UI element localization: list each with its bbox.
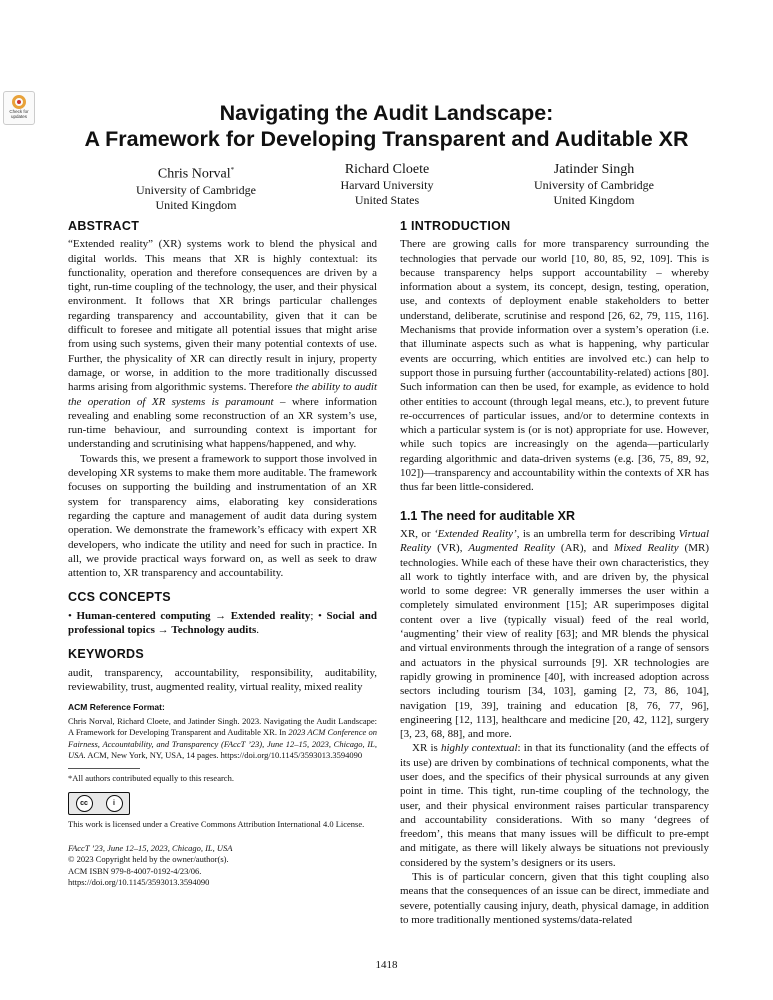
acm-reference-heading: ACM Reference Format: xyxy=(68,702,165,713)
pub-venue: FAccT ’23, June 12–15, 2023, Chicago, IL, USA xyxy=(68,842,233,853)
author-name: Jatinder Singh xyxy=(553,162,635,177)
author-affiliation: University of Cambridge xyxy=(534,178,654,192)
author-affiliation: Harvard University xyxy=(340,178,434,192)
author-country: United Kingdom xyxy=(155,197,237,212)
introduction-heading: 1 INTRODUCTION xyxy=(400,219,511,233)
ccs-section xyxy=(68,590,377,637)
cc-by-license-icon xyxy=(68,792,130,815)
need-paragraph-3: This is of particular concern, given that this tight coupling also means that the consequences of an issue can be direct, immediate and severe, potentially causing injury, death, physical damage, in addition to more traditionally mentioned systems/data-related xyxy=(400,871,709,926)
author-country: United Kingdom xyxy=(553,193,635,207)
ccs-heading: CCS CONCEPTS xyxy=(68,590,171,605)
badge-label: Check for updates xyxy=(9,109,29,119)
author-affiliation: University of Cambridge xyxy=(136,182,256,197)
subsection-heading: 1.1 The need for auditable XR xyxy=(400,508,576,523)
publication-info xyxy=(68,843,377,889)
need-paragraph-1: XR, or ‘Extended Reality’, is an umbrella term for describing Virtual Reality (VR), Augmented Reality (AR), and Mixed Reality (MR) technologies. While each of these have their own characteristics, they all work to tightly interface with, and are driven by, the physical world to some degree: VR generally immerses the user within a completely simulated environment [15]; AR superimposes digital content over a live (typically visual) feed of the real world, ‘augmenting’ their view of reality [63]; and MR blends the physical and virtual environments through the integration of a range of sensors and actuators in the physical surrounds [9]. XR technologies are rapidly growing in prominence [40], with increased adoption across sectors including tourism [34, 103], gaming [2, 73, 86, 104], navigation [19, 39], training and education [8, 76, 77, 96], engineering [12, 113], healthcare and medicine [20, 42, 112], surgery [3, 23, 68, 88], and more. xyxy=(400,527,710,741)
introduction-paragraph: There are growing calls for more transparency surrounding the technologies that pervade our world [10, 80, 85, 92, 109]. This is because transparency helps support accountability – whereby information about a system, its concept, design, testing, operation, use, and contexts of deployment enable stakeholders to better understand, deliberate, scrutinise and respond [26, 62, 79, 115, 116]. Mechanisms that provide information over a system’s operation (i.e. that illuminate aspects such as what is happening, why particular events are occurring, which entities are involved etc.) can help to support those in pursuing further (accountability-related) actions [80]. Such information can then be used, for example, as evidence to hold other entities to account (through legal means, etc.), to prevent future re-occurrences of particular issues, and/or to determine contexts in which a particular system is (or is not) appropriate for use. However, while such topics are increasingly on the agenda—particularly regarding algorithmic and data-driven systems (e.g. [36, 75, 89, 92, 102])—transparency and accountability within the contexts of XR has thus far been little-considered. xyxy=(400,238,709,494)
license-text: This work is licensed under a Creative Commons Attribution International 4.0 License. xyxy=(68,819,365,829)
keywords-section xyxy=(68,647,377,694)
author-name: Chris Norval xyxy=(157,166,231,182)
need-paragraph-2: XR is highly contextual: in that its functionality (and the effects of its use) are driven by combinations of technical components, what the user does, and the specifics of their physical surrounds at any given point in time. This tight, run-time coupling of the technology, the user, and their physical environment raises particular transparency and accountability considerations. With so many ‘degrees of freedom’, this means that many issues will be difficult to pre-empt and mitigate, as there will likely always be situations not previously considered by the system’s designers or its users. xyxy=(400,742,710,869)
author-footnote-mark: * xyxy=(230,166,235,174)
abstract-paragraph-2: Towards this, we present a framework to support those involved in developing XR systems to make them more auditable. The framework focuses on supporting the building and instrumentation of an XR system for transparency aims, elaborating key considerations regarding the capture and management of audit data during system operation. We demonstrate the framework’s efficacy with expert XR developers, who indicate the utility and need for such in practice. In all, we provide practical ways forward on, as well as seek to draw attention to, XR transparency and accountability. xyxy=(68,452,377,580)
page-number: 1418 xyxy=(375,959,398,971)
author-footnote: *All authors contributed equally to this research. xyxy=(68,772,234,783)
keywords-heading: KEYWORDS xyxy=(68,647,145,662)
author-country: United States xyxy=(354,193,420,207)
ccs-concepts: • Human-centered computing → Extended reality; • Social and professional topics → Technology audits. xyxy=(68,609,378,637)
footnote-rule xyxy=(68,768,140,769)
author-2 xyxy=(277,162,497,208)
author-1 xyxy=(86,162,306,213)
pub-doi[interactable]: https://doi.org/10.1145/3593013.3594090 xyxy=(68,877,210,887)
title-line-2: A Framework for Developing Transparent and Auditable XR xyxy=(84,127,689,151)
attribution-icon: i xyxy=(106,795,123,812)
left-column xyxy=(68,219,377,889)
abstract-paragraph-1: “Extended reality” (XR) systems work to blend the physical and digital worlds. This means that XR is highly contextual: its functionality, operation and therefore consequences are driven by a tight, run-time coupling of the technology, the user, and their physical environment. It follows that XR brings particular challenges regarding transparency and accountability, given that it can be difficult to foresee and mitigate all potential issues that might arise from using such systems, given their many potential contexts of use. Further, the physicality of XR can directly result in injury, property damage, or worse, in addition to the more traditionally discussed harms arising from algorithmic systems. Therefore the ability to audit the operation of XR systems is paramount – where information revealing and enabling some reconstruction of an XR system’s use, run-time behaviour, and surrounding context is important for understanding and scrutinising what happens/happened, and why. xyxy=(68,238,377,451)
pub-copyright: © 2023 Copyright held by the owner/author(s). xyxy=(68,854,229,864)
author-3 xyxy=(484,162,704,208)
author-name: Richard Cloete xyxy=(344,162,430,177)
right-column xyxy=(400,219,709,927)
paper-title xyxy=(0,100,773,152)
acm-reference-text: Chris Norval, Richard Cloete, and Jatinder Singh. 2023. Navigating the Audit Landscape: A Framework for Developing Transparent and Auditable XR. In 2023 ACM Conference on Fairness, Accountability, and Transparency (FAccT ’23), June 12–15, 2023, Chicago, IL, USA. ACM, New York, NY, USA, 14 pages. https://doi.org/10.1145/3593013.3594090 xyxy=(68,715,377,760)
abstract-heading: ABSTRACT xyxy=(68,219,140,233)
cc-icon: cc xyxy=(76,795,93,812)
pub-isbn: ACM ISBN 979-8-4007-0192-4/23/06. xyxy=(68,865,202,876)
title-line-1: Navigating the Audit Landscape: xyxy=(219,101,554,125)
keywords-list: audit, transparency, accountability, responsibility, auditability, reviewability, trust, augmented reality, virtual reality, mixed reality xyxy=(68,666,377,693)
